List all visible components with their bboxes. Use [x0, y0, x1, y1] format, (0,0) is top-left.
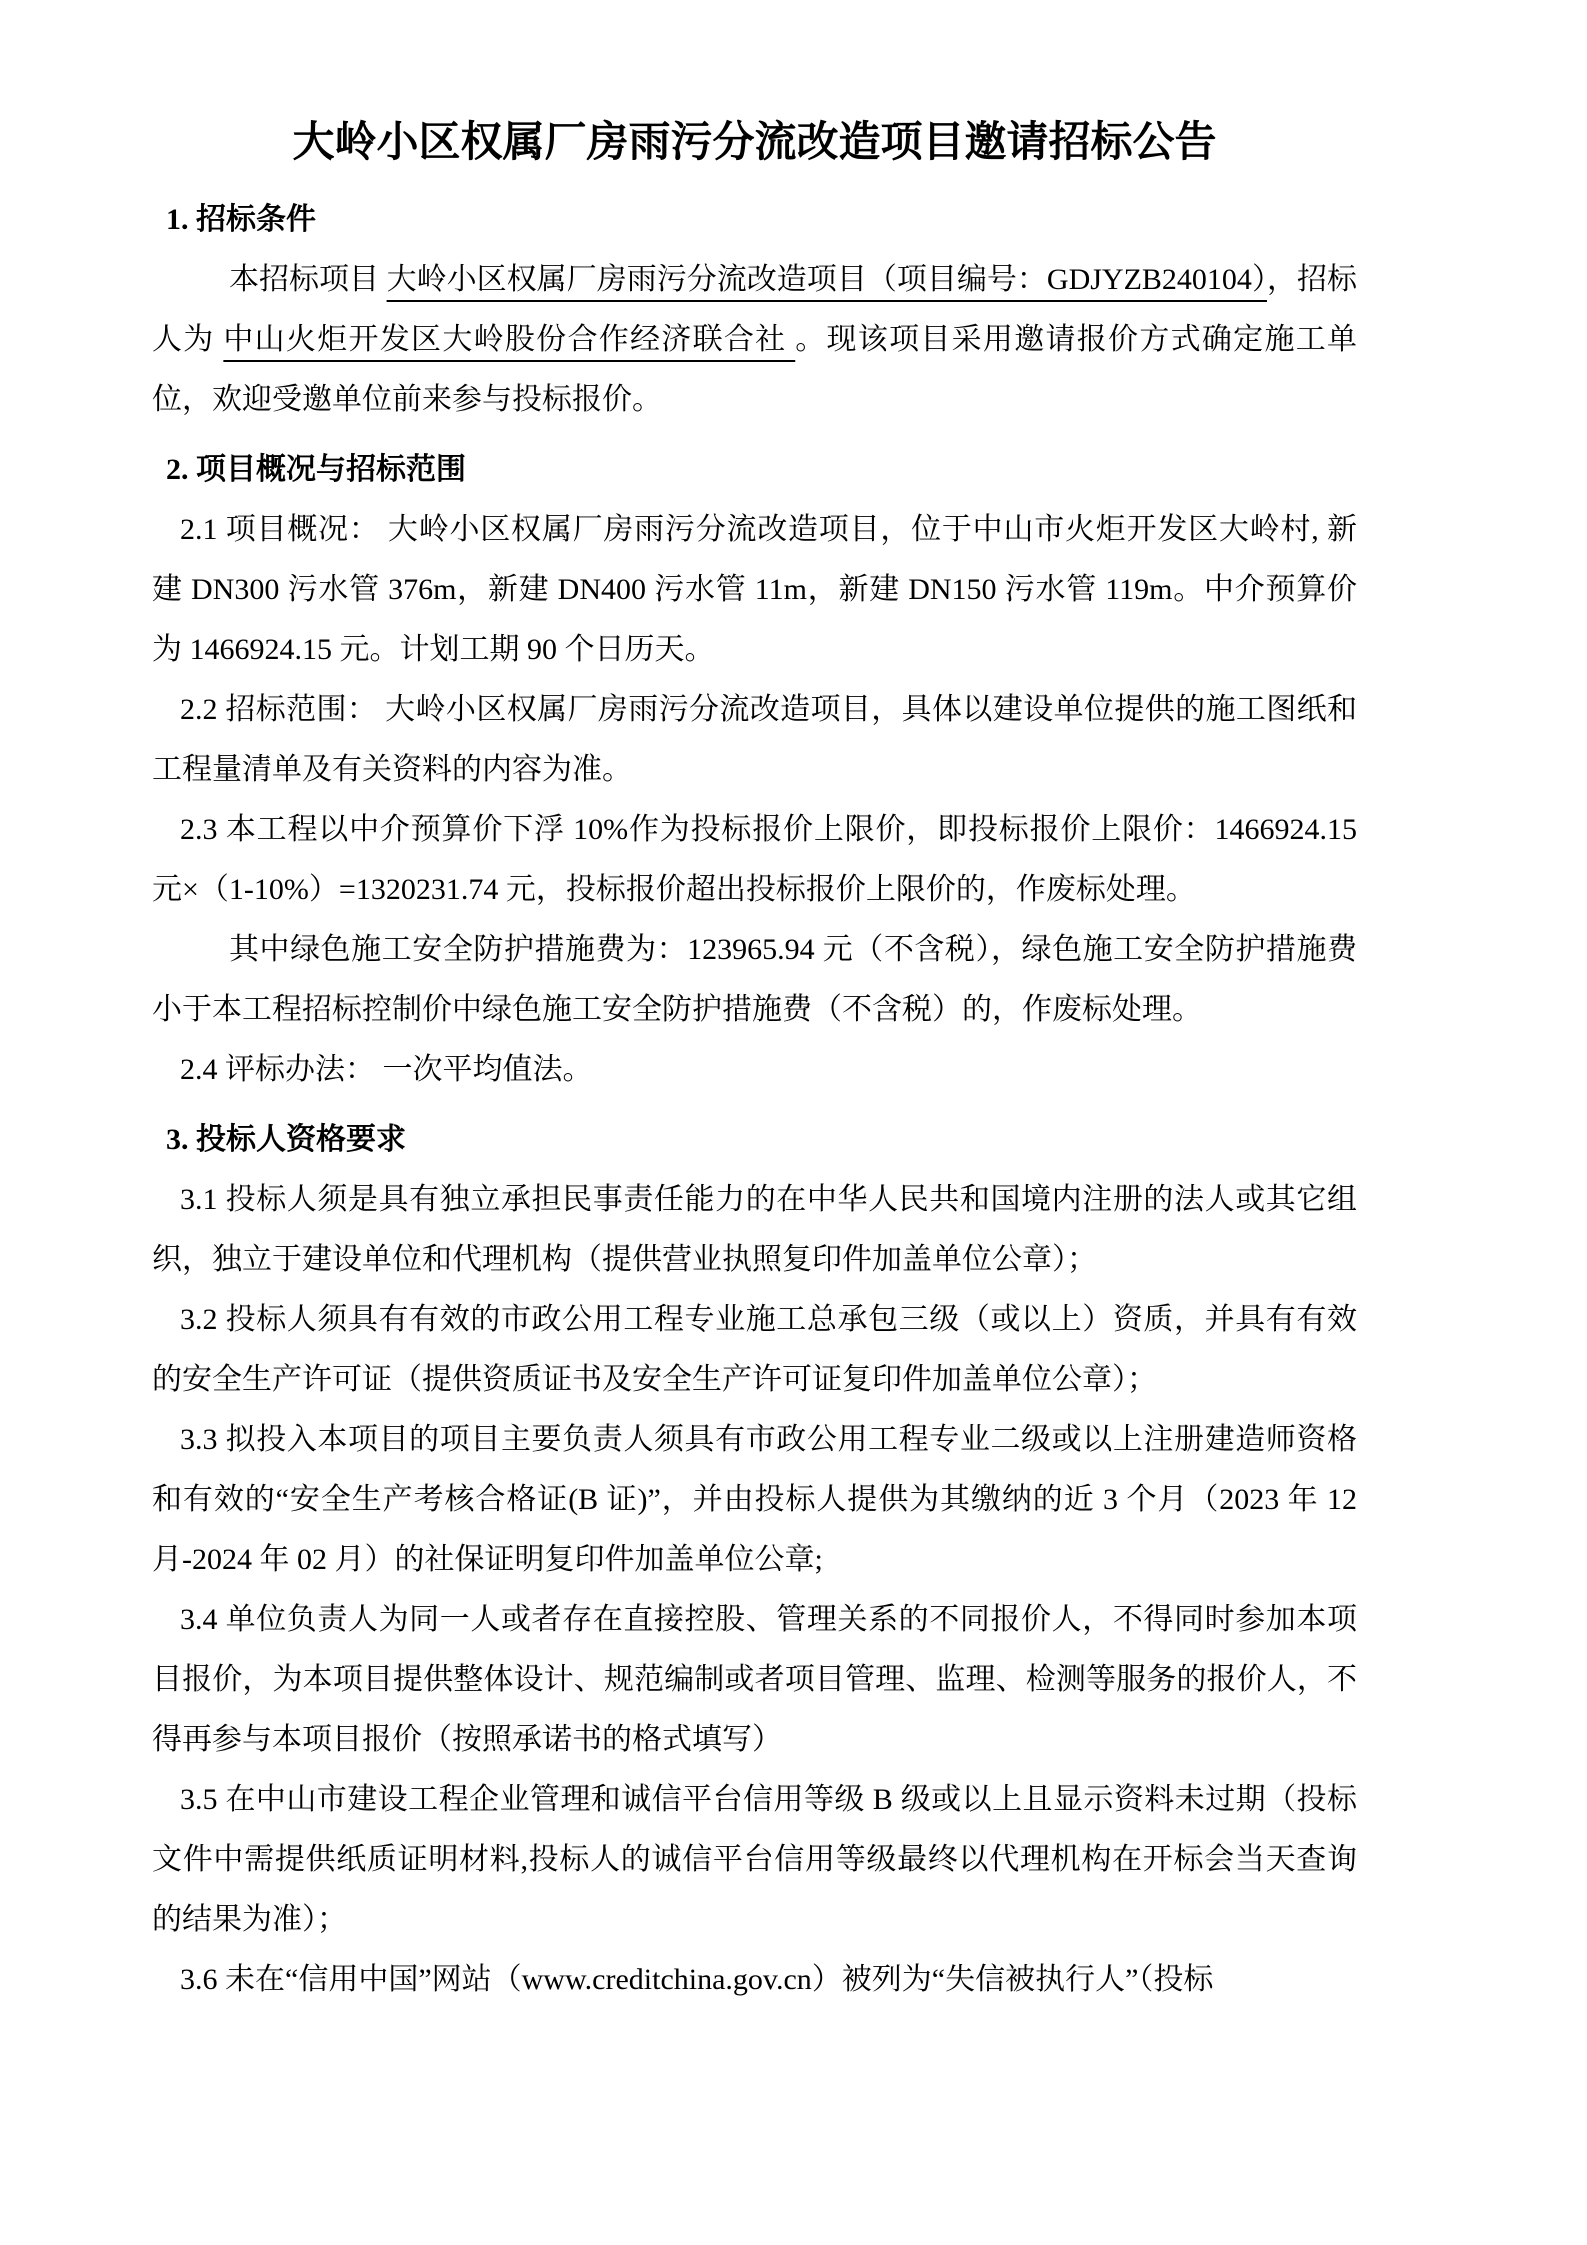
section-1-paragraph — [152, 250, 1357, 430]
tenderer-intro-text: ，招标人为 — [152, 263, 1357, 356]
clause-2-4-evaluation-method: 2.4 评标办法： 一次平均值法。 — [180, 1053, 593, 1086]
clause-3-3-project-manager: 3.3 拟投入本项目的项目主要负责人须具有市政公用工程专业二级或以上注册建造师资格和有效的“安全生产考核合格证(B 证)”，并由投标人提供为其缴纳的近 3 个月（2023 年 12 月-2024 年 02 月）的社保证明复印件加盖单位公章; — [152, 1423, 1357, 1576]
clause-3-2-qualification: 3.2 投标人须具有有效的市政公用工程专业施工总承包三级（或以上）资质，并具有有效的安全生产许可证（提供资质证书及安全生产许可证复印件加盖单位公章）； — [152, 1303, 1357, 1396]
section-2-heading: 2. 项目概况与招标范围 — [166, 453, 466, 486]
tender-project-intro-text: 本招标项目 — [229, 263, 387, 296]
clause-2-2-tender-scope: 2.2 招标范围： 大岭小区权属厂房雨污分流改造项目，具体以建设单位提供的施工图纸和工程量清单及有关资料的内容为准。 — [152, 693, 1357, 786]
project-name-field: 大岭小区权属厂房雨污分流改造项目（项目编号：GDJYZB240104） — [386, 263, 1267, 296]
clause-2-3-green-construction-fee: 其中绿色施工安全防护措施费为：123965.94 元（不含税），绿色施工安全防护措施费小于本工程招标控制价中绿色施工安全防护措施费（不含税）的，作废标处理。 — [152, 933, 1357, 1026]
section-1-heading: 1. 招标条件 — [166, 203, 316, 236]
clause-3-6-credit-china: 3.6 未在“信用中国”网站（www.creditchina.gov.cn）被列为“失信被执行人”（投标 — [180, 1963, 1214, 1996]
document-body — [152, 110, 1357, 2010]
tender-method-text: 。现该项目采用邀请报价方式确定施工单位，欢迎受邀单位前来参与投标报价。 — [152, 323, 1358, 416]
tenderer-name-field: 中山火炬开发区大岭股份合作经济联合社 — [223, 323, 796, 356]
document-title: 大岭小区权属厂房雨污分流改造项目邀请招标公告 — [292, 120, 1217, 166]
clause-3-4-conflict-of-interest: 3.4 单位负责人为同一人或者存在直接控股、管理关系的不同报价人，不得同时参加本项目报价，为本项目提供整体设计、规范编制或者项目管理、监理、检测等服务的报价人，不得再参与本项目报价（按照承诺书的格式填写） — [152, 1603, 1357, 1756]
section-3-heading: 3. 投标人资格要求 — [166, 1123, 406, 1156]
clause-2-3-price-ceiling: 2.3 本工程以中介预算价下浮 10%作为投标报价上限价，即投标报价上限价：1466924.15 元×（1-10%）=1320231.74 元，投标报价超出投标报价上限价的，作废标处理。 — [152, 813, 1357, 906]
clause-3-1-legal-entity: 3.1 投标人须是具有独立承担民事责任能力的在中华人民共和国境内注册的法人或其它组织，独立于建设单位和代理机构（提供营业执照复印件加盖单位公章）； — [152, 1183, 1357, 1276]
clause-2-1-project-overview: 2.1 项目概况： 大岭小区权属厂房雨污分流改造项目，位于中山市火炬开发区大岭村, 新建 DN300 污水管 376m，新建 DN400 污水管 11m，新建 DN150 污水管 119m。中介预算价为 1466924.15 元。计划工期 90 个日历天。 — [152, 513, 1357, 666]
clause-3-5-credit-rating: 3.5 在中山市建设工程企业管理和诚信平台信用等级 B 级或以上且显示资料未过期（投标文件中需提供纸质证明材料,投标人的诚信平台信用等级最终以代理机构在开标会当天查询的结果为准）； — [152, 1783, 1357, 1936]
